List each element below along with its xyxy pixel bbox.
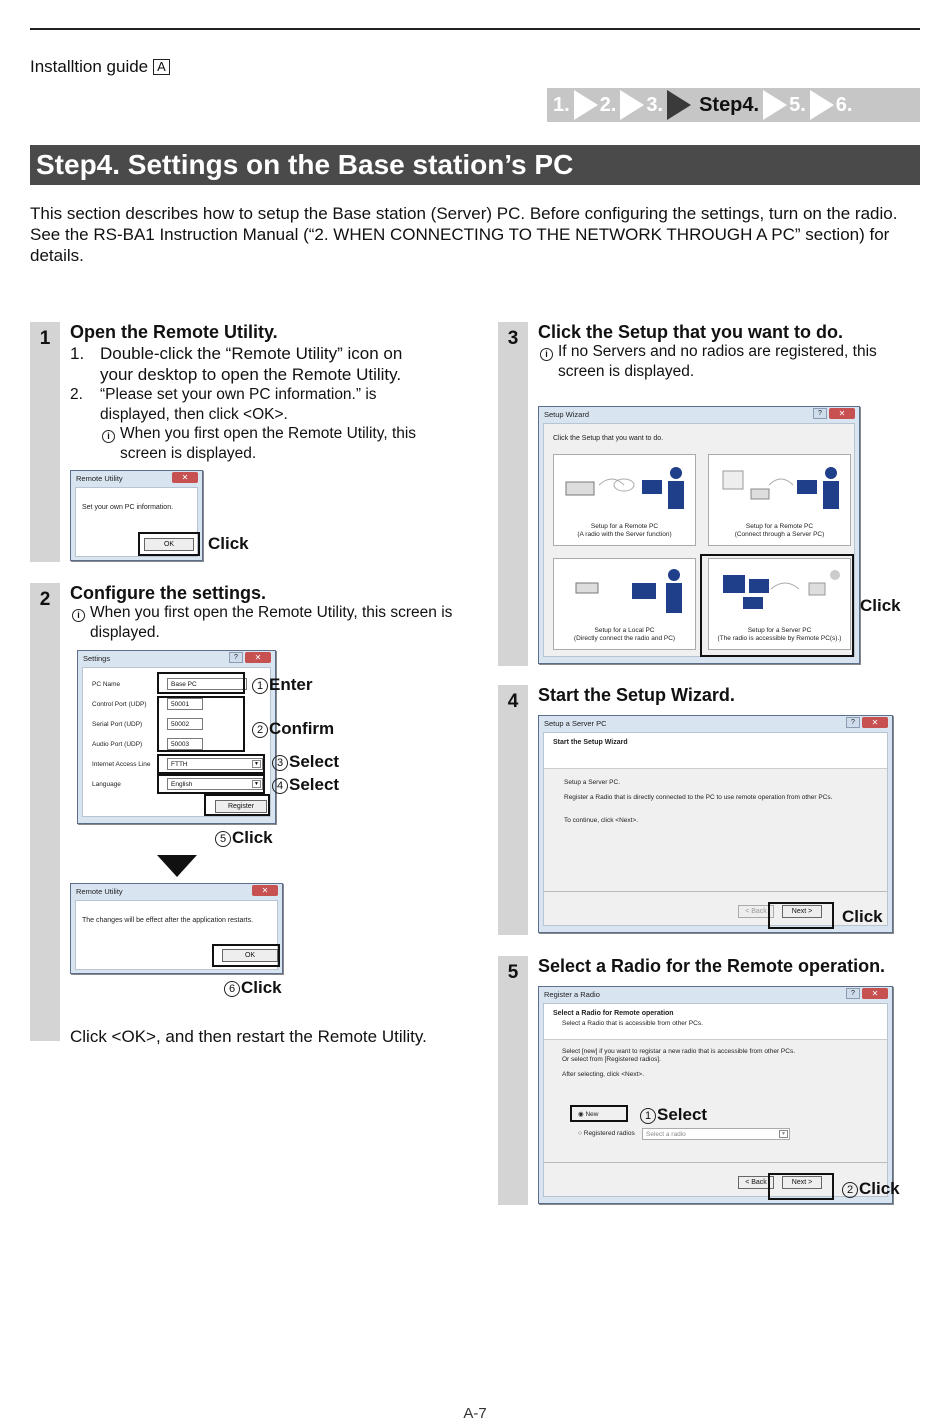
intro-p1: This section describes how to setup the Base station (Server) PC. Before configuring the settings, turn on the radio. — [30, 204, 898, 223]
highlight-box — [204, 794, 270, 816]
help-icon[interactable]: ? — [846, 717, 860, 728]
step-3-click-callout: Click — [860, 596, 901, 615]
wizard-heading: Start the Setup Wizard — [553, 739, 628, 746]
setup-server-pc-dialog — [538, 715, 893, 933]
close-icon[interactable]: ✕ — [252, 885, 278, 896]
dialog-title: Setup a Server PC — [544, 719, 607, 728]
step-1-item-2-num: 2. — [70, 386, 83, 403]
arrow-icon — [810, 90, 834, 120]
wizard-line-3: To continue, click <Next>. — [564, 817, 639, 824]
ok-button[interactable]: OK — [222, 949, 278, 962]
top-rule — [30, 28, 920, 30]
step-1-title: Open the Remote Utility. — [70, 322, 278, 342]
register-button[interactable]: Register — [215, 800, 267, 813]
audio-port-label: Audio Port (UDP) — [92, 741, 143, 748]
remote-utility-dialog — [70, 470, 203, 561]
step-2-bar — [30, 583, 60, 1041]
callout-click-register: 5 Click — [215, 828, 273, 848]
highlight-box — [157, 672, 245, 694]
control-port-label: Control Port (UDP) — [92, 701, 147, 708]
wizard-line-2: Or select from [Registered radios]. — [562, 1056, 661, 1063]
step-2-footer: Click <OK>, and then restart the Remote Utility. — [70, 1027, 427, 1046]
dialog-title: Settings — [83, 654, 111, 663]
wizard-line-3: After selecting, click <Next>. — [562, 1071, 645, 1078]
arrow-icon — [667, 90, 691, 120]
next-button[interactable]: Next > — [782, 905, 822, 918]
help-icon[interactable]: ? — [813, 408, 827, 419]
chevron-down-icon[interactable]: ▼ — [779, 1130, 788, 1138]
callout-select-new: 1 Select — [640, 1105, 707, 1125]
callout-click-next: 2 Click — [842, 1179, 900, 1199]
info-icon: i — [102, 424, 122, 444]
internet-access-select[interactable]: FTTH ▼ — [167, 758, 263, 770]
down-arrow-icon — [157, 855, 197, 877]
close-icon[interactable]: ✕ — [862, 988, 888, 999]
guide-label: Installtion guide A — [30, 57, 170, 77]
callout-select-internet: 3 Select — [272, 752, 339, 772]
step-3-title: Click the Setup that you want to do. — [538, 322, 844, 342]
close-icon[interactable]: ✕ — [245, 652, 271, 663]
next-button[interactable]: Next > — [782, 1176, 822, 1189]
highlight-box — [768, 1173, 834, 1200]
dialog-title: Remote Utility — [76, 474, 123, 483]
page-title: Step4. Settings on the Base station’s PC — [30, 145, 920, 185]
highlight-box — [157, 696, 245, 752]
card-remote-pc-server-radio[interactable]: Setup for a Remote PC (A radio with the Server function) — [553, 454, 696, 546]
step-3-note: If no Servers and no radios are registered, this screen is displayed. — [558, 343, 877, 380]
server-laptop-icon — [709, 455, 850, 525]
step-1-item-2: “Please set your own PC information.” is displayed, then click <OK>. — [100, 386, 377, 423]
audio-port-field[interactable]: 50003 — [167, 738, 203, 750]
arrow-icon — [763, 90, 787, 120]
register-radio-dialog — [538, 986, 893, 1204]
info-icon: i — [540, 342, 560, 362]
step-5-number: 5 — [507, 962, 519, 983]
step-4-bar — [498, 685, 528, 935]
registered-radio-select[interactable]: Select a radio ▼ — [642, 1128, 790, 1140]
info-icon: i — [72, 603, 92, 623]
wizard-heading: Select a Radio for Remote operation — [553, 1010, 674, 1017]
wizard-prompt: Click the Setup that you want to do. — [553, 435, 664, 442]
close-icon[interactable]: ✕ — [172, 472, 198, 483]
step-5-title: Select a Radio for the Remote operation. — [538, 956, 886, 976]
page-number: A-7 — [463, 1405, 487, 1422]
radio-selected-icon[interactable]: ◉ — [578, 1111, 584, 1118]
step-2-note: When you first open the Remote Utility, this screen is displayed. — [90, 604, 453, 641]
chevron-down-icon[interactable]: ▼ — [252, 760, 261, 768]
dialog-message: Set your own PC information. — [82, 504, 174, 511]
callout-click-ok: 6 Click — [224, 978, 282, 998]
highlight-box — [138, 532, 200, 556]
local-pc-icon — [554, 559, 695, 629]
card-local-pc[interactable]: Setup for a Local PC (Directly connect the radio and PC) — [553, 558, 696, 650]
help-icon[interactable]: ? — [846, 988, 860, 999]
radio-registered-option[interactable]: ○ Registered radios — [578, 1130, 635, 1137]
intro-p2: See the RS-BA1 Instruction Manual (“2. WHEN CONNECTING TO THE NETWORK THROUGH A PC” section) for details. — [30, 225, 890, 265]
step-progress-bar — [547, 88, 920, 122]
highlight-box — [212, 944, 280, 967]
step-1: 1. — [553, 93, 570, 116]
step-1-click-callout: Click — [208, 534, 249, 553]
step-3: 3. — [646, 93, 664, 116]
step-6: 6. — [835, 93, 853, 116]
wizard-line-1: Setup a Server PC. — [564, 779, 620, 786]
highlight-box — [157, 774, 265, 794]
step-4-click-callout: Click — [842, 907, 883, 926]
close-icon[interactable]: ✕ — [829, 408, 855, 419]
chevron-down-icon[interactable]: ▼ — [252, 780, 261, 788]
step-4-number: 4 — [507, 691, 519, 712]
highlight-box — [157, 754, 265, 774]
close-icon[interactable]: ✕ — [862, 717, 888, 728]
step-4-title: Start the Setup Wizard. — [538, 685, 735, 705]
step-1-note: When you first open the Remote Utility, this screen is displayed. — [120, 425, 417, 462]
step-4-current: Step4. — [699, 93, 760, 116]
internet-access-label: Internet Access Line — [92, 761, 151, 768]
radio-empty-icon[interactable]: ○ — [578, 1130, 582, 1137]
highlight-box — [570, 1105, 628, 1122]
callout-select-language: 4 Select — [272, 775, 339, 795]
radio-laptop-icon — [554, 455, 695, 525]
highlight-box — [768, 902, 834, 929]
step-3-bar — [498, 322, 528, 666]
arrow-icon — [620, 90, 644, 120]
serial-port-field[interactable]: 50002 — [167, 718, 203, 730]
radio-new-option[interactable]: ◉ New — [578, 1111, 599, 1118]
control-port-field[interactable]: 50001 — [167, 698, 203, 710]
dialog-title: Register a Radio — [544, 990, 600, 999]
serial-port-label: Serial Port (UDP) — [92, 721, 143, 728]
back-button[interactable]: < Back — [738, 1176, 774, 1189]
step-5-bar — [498, 956, 528, 1205]
step-1-bar — [30, 322, 60, 562]
back-button[interactable]: < Back — [738, 905, 774, 918]
ok-button[interactable]: OK — [144, 538, 194, 551]
step-5: 5. — [789, 93, 806, 116]
guide-box: A — [153, 59, 170, 75]
step-1-item-1-num: 1. — [70, 344, 85, 363]
step-1-number: 1 — [39, 328, 51, 349]
wizard-line-2: Register a Radio that is directly connected to the PC to use remote operation from other PCs. — [564, 794, 833, 801]
step-1-item-1: Double-click the “Remote Utility” icon on your desktop to open the Remote Utility. — [100, 344, 403, 384]
dialog-title: Remote Utility — [76, 887, 123, 896]
card-server-pc[interactable]: Setup for a Server PC (The radio is accessible by Remote PC(s).) — [708, 558, 851, 650]
step-3-number: 3 — [507, 328, 519, 349]
dialog-title: Setup Wizard — [544, 410, 590, 419]
wizard-subheading: Select a Radio that is accessible from other PCs. — [562, 1020, 703, 1027]
highlight-box — [700, 554, 854, 657]
arrow-icon — [574, 90, 598, 120]
card-remote-pc-via-server[interactable]: Setup for a Remote PC (Connect through a Server PC) — [708, 454, 851, 546]
pc-name-label: PC Name — [92, 681, 121, 688]
language-select[interactable]: English ▼ — [167, 778, 263, 790]
callout-confirm: 2 Confirm — [252, 719, 334, 739]
help-icon[interactable]: ? — [229, 652, 243, 663]
step-2-number: 2 — [39, 589, 51, 610]
step-2: 2. — [599, 93, 617, 116]
dialog-message: The changes will be effect after the application restarts. — [82, 917, 254, 924]
callout-enter: 1 Enter — [252, 675, 312, 695]
wizard-line-1: Select [new] if you want to registar a new radio that is accessible from other PCs. — [562, 1048, 796, 1055]
step-2-title: Configure the settings. — [70, 583, 267, 603]
pc-name-field[interactable]: Base PC — [167, 678, 247, 690]
language-label: Language — [92, 781, 121, 788]
intro-text — [30, 203, 920, 266]
